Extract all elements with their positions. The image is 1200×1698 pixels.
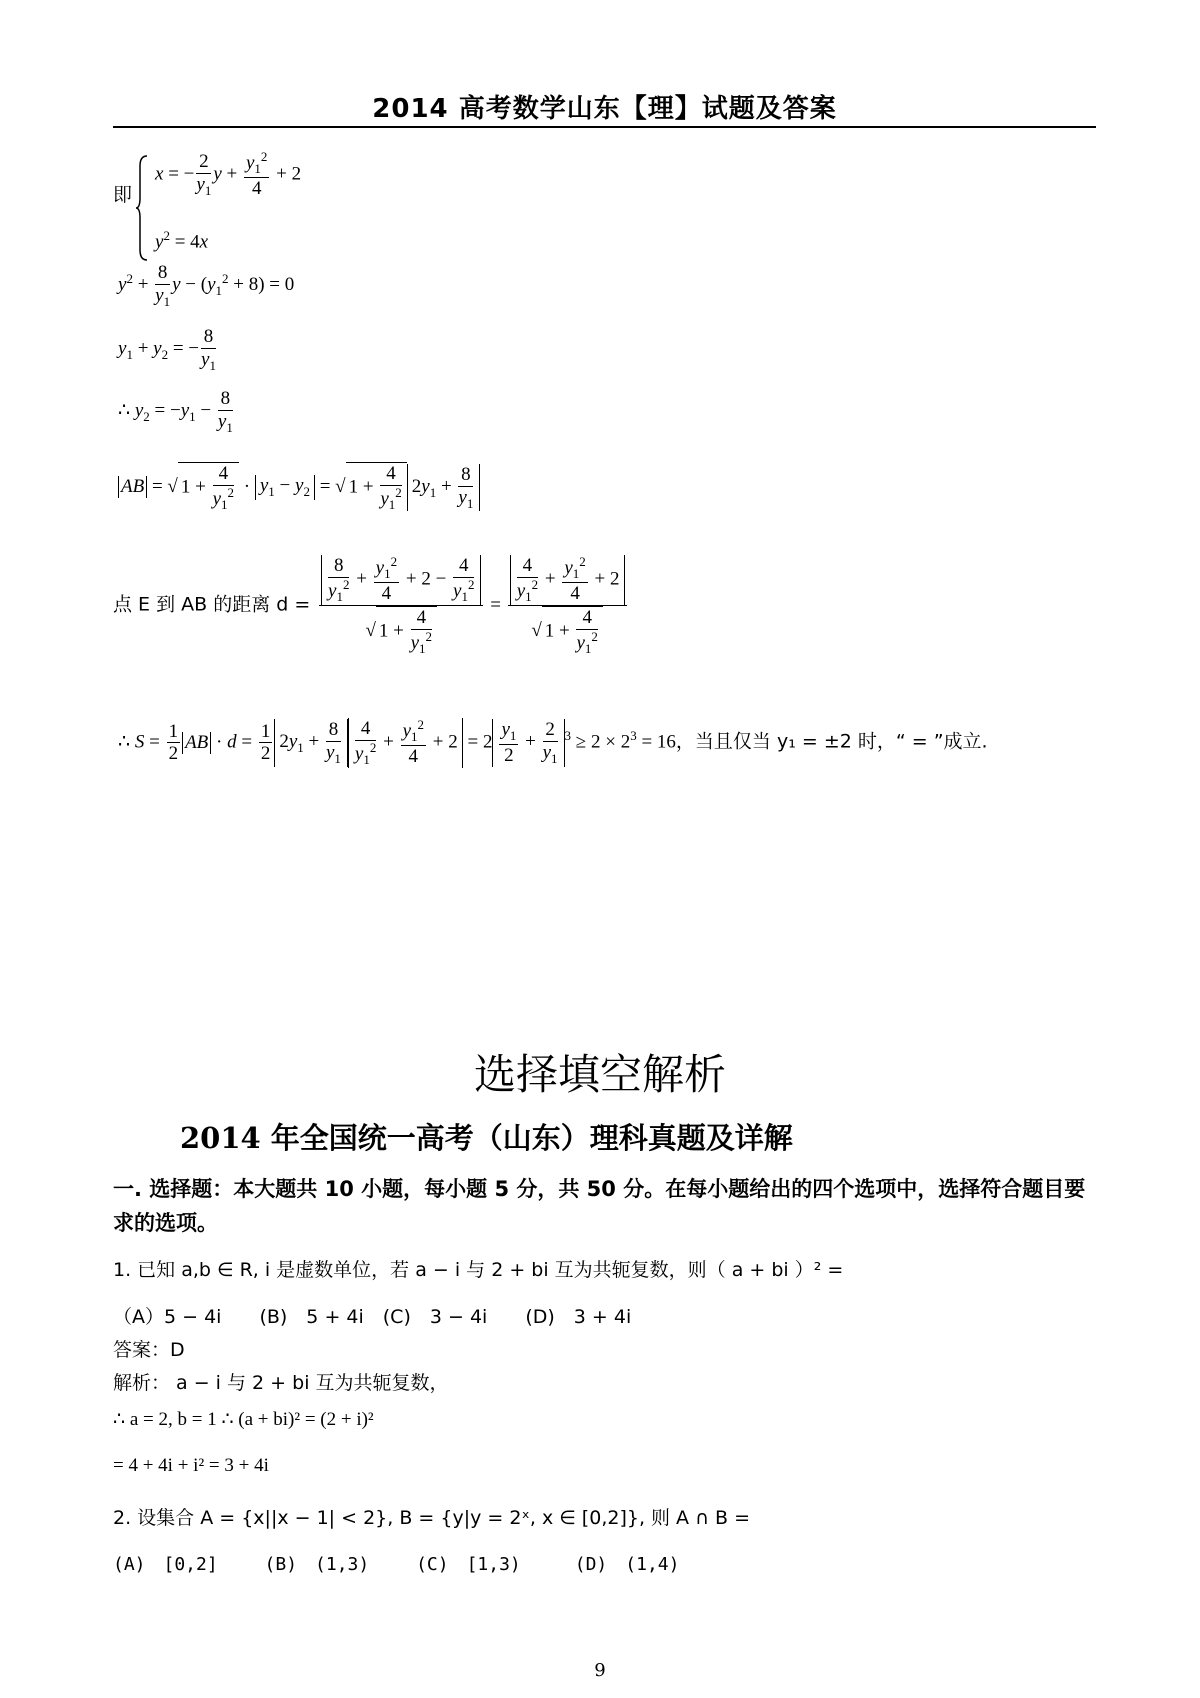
equation-ab-length: AB = √ 1 + $\frac{4}{y_1^2}$ · $y_1 - y_2$ = √ 1 + $\frac{4}{y_1^2}$ $2y_1$ + $\frac{8}{y_1}$ [118,462,480,513]
q1-stem: 1. 已知 a,b ∈ R, i 是虚数单位，若 a − i 与 2 + bi 互为共轭复数，则（ a + bi ）² = [113,1259,844,1281]
page-header-title: 2014 高考数学山东【理】试题及答案 [372,94,837,124]
system-equation-2: $y^2 = 4x$ [155,228,209,253]
header-rule [113,126,1096,128]
q2-options: (A) [0,2] (B) (1,3) (C) [1,3) (D) (1,4) [113,1554,680,1575]
left-brace-icon [135,154,149,262]
q1-answer: 答案：D [113,1339,185,1361]
equation-quadratic: $y^2$ + $\frac{8}{y_1}$ $y - (y_1^2 + 8) = 0$ [118,262,295,309]
exam-subtitle: 2014 年全国统一高考（山东）理科真题及详解 [180,1121,793,1155]
system-equation-1: x = − $\frac{2}{y_1}$ y + $\frac{y_1^2}{4}$ + 2 [155,149,302,200]
q1-options: （A）5 − 4i (B) 5 + 4i (C) 3 − 4i (D) 3 + 4i [113,1306,632,1328]
section-title: 选择填空解析 [473,1050,726,1099]
q1-step-1: ∴ a = 2, b = 1 ∴ (a + bi)² = (2 + i)² [113,1409,374,1430]
q1-analysis: 解析： a − i 与 2 + bi 互为共轭复数， [113,1372,449,1394]
equation-distance: 点 E 到 AB 的距离 d = $\frac{8}{y_1^2}$ + $\frac{y_1^2}{4}$ + 2 − $\frac{4}{y_1^2}$ √ 1 + $\frac{4}{y_1^2}$ = $\frac{4}{y_1^2}$ + $\frac{y_1^2}{4}$ + 2 √ 1 + $\frac{4}{y_1^2}$ [113,555,629,657]
equation-sum: $y_1 + y_2$ = − $\frac{8}{y_1}$ [118,326,216,373]
equation-y2: ∴ $y_2 = -y_1$ − $\frac{8}{y_1}$ [118,388,233,435]
page-number: 9 [594,1660,606,1681]
equation-area: ∴ S = $\frac{1}{2}$ AB · d = $\frac{1}{2}$ $2y_1$ + $\frac{8}{y_1}$ $\frac{4}{y_1^2}$ + $\frac{y_1^2}{4}$ + 2 = 2 $\frac{y_1}{2}$ + $\frac{2}{y_1}$ $^3 \ge 2 \times 2^3 = 16$，当且仅当 y₁ = ±2 时，“ = ”成立. [118,717,988,768]
q2-stem: 2. 设集合 A = {x||x − 1| < 2}, B = {y|y = 2ˣ, x ∈ [0,2]}, 则 A ∩ B = [113,1507,751,1529]
q1-step-2: = 4 + 4i + i² = 3 + 4i [113,1455,269,1476]
area-condition-text: ，当且仅当 y₁ = ±2 时，“ = ”成立. [675,730,988,753]
distance-prefix: 点 E 到 AB 的距离 d = [113,593,311,616]
section-heading: 一. 选择题：本大题共 10 小题，每小题 5 分，共 50 分。在每小题给出的四个选项中，选择符合题目要求的选项。 [113,1177,1086,1235]
system-prefix: 即 [113,184,133,206]
